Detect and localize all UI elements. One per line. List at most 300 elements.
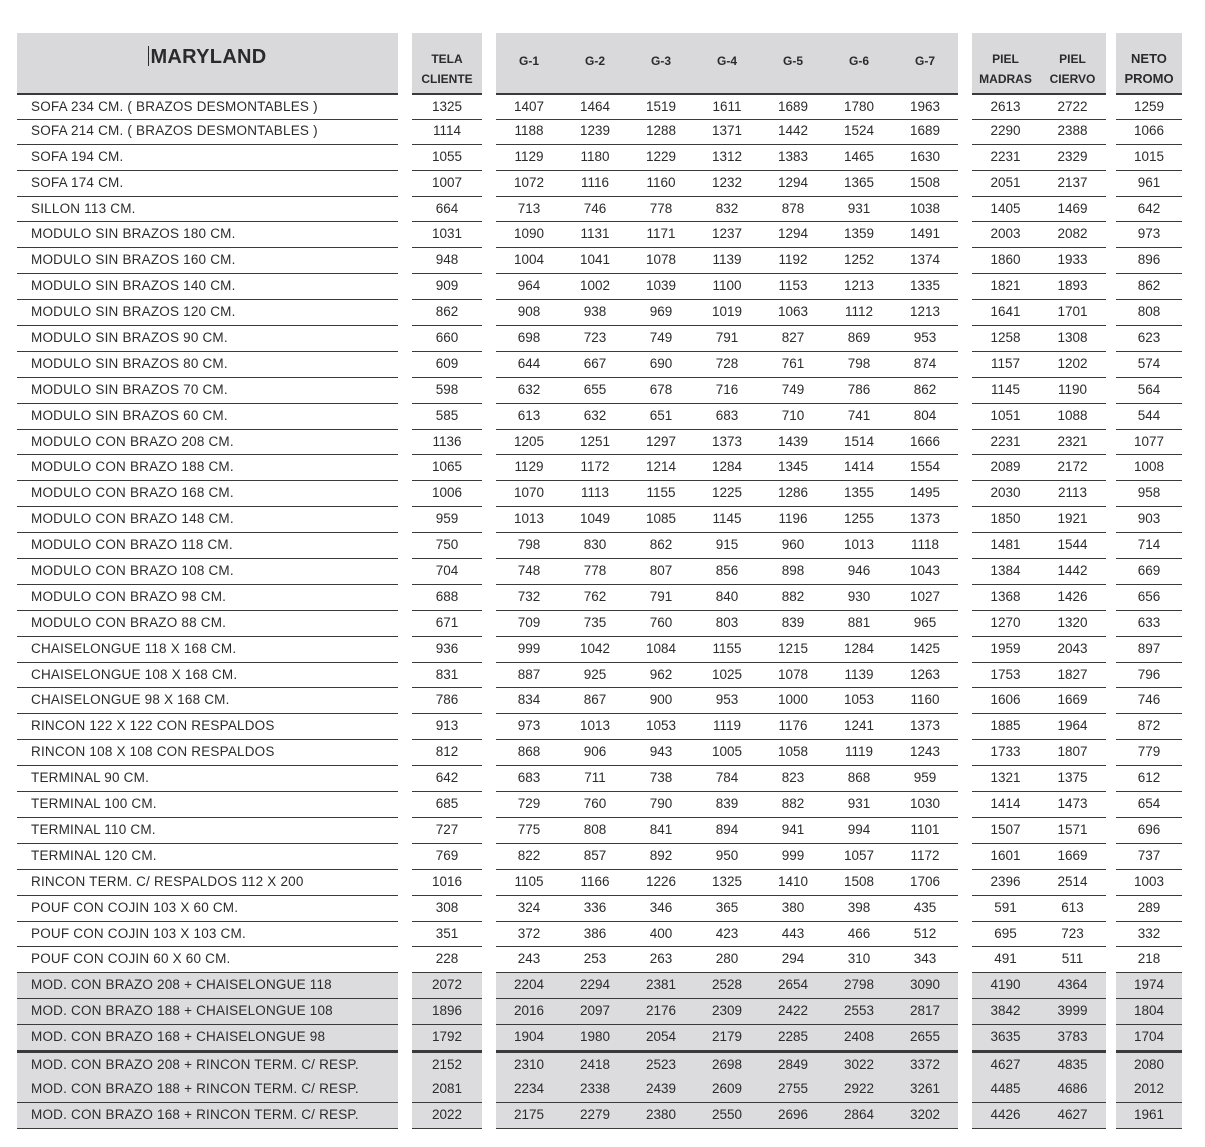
cell-g2: 2418 bbox=[579, 1056, 611, 1072]
cell-g4: 280 bbox=[715, 951, 739, 967]
cell-g4: 1284 bbox=[711, 459, 743, 475]
cell-piel-madras: 1321 bbox=[990, 770, 1021, 786]
cell-tela-cliente: 688 bbox=[412, 585, 482, 611]
row-name: CHAISELONGUE 108 X 168 CM. bbox=[17, 663, 398, 689]
table-row bbox=[17, 740, 1177, 766]
cell-grades bbox=[496, 352, 958, 378]
table-row bbox=[17, 145, 1177, 171]
cell-g4: 1100 bbox=[712, 278, 742, 294]
cell-g6: 398 bbox=[847, 899, 871, 915]
cell-grades bbox=[496, 481, 958, 507]
cell-g6: 1057 bbox=[843, 847, 875, 863]
cell-piel-ciervo: 1190 bbox=[1057, 381, 1088, 397]
cell-piel-madras: 491 bbox=[994, 951, 1017, 967]
table-row bbox=[17, 404, 1177, 430]
cell-neto-promo: 2080 bbox=[1116, 1051, 1182, 1078]
table-row bbox=[17, 248, 1177, 274]
cell-neto-promo: 1974 bbox=[1116, 973, 1182, 999]
cell-tela-cliente: 812 bbox=[412, 740, 482, 766]
cell-g7: 2655 bbox=[909, 1029, 941, 1045]
cell-neto-promo: 862 bbox=[1116, 274, 1182, 300]
cell-g2: 2279 bbox=[579, 1106, 611, 1122]
table-row bbox=[17, 688, 1177, 714]
cell-g6: 1284 bbox=[843, 640, 875, 656]
table-row bbox=[17, 326, 1177, 352]
cell-grades bbox=[496, 740, 958, 766]
cell-g7: 1038 bbox=[909, 200, 941, 216]
cell-piel-ciervo: 1426 bbox=[1057, 588, 1088, 604]
cell-g1: 999 bbox=[517, 640, 541, 656]
table-row bbox=[17, 1051, 1177, 1077]
cell-g1: 868 bbox=[517, 744, 541, 760]
cell-tela-cliente: 1114 bbox=[412, 119, 482, 145]
cell-g6: 1508 bbox=[843, 873, 875, 889]
cell-neto-promo: 961 bbox=[1116, 171, 1182, 197]
table-title: MARYLAND bbox=[150, 46, 267, 68]
cell-grades bbox=[496, 792, 958, 818]
cell-g1: 1072 bbox=[513, 174, 545, 190]
cell-g4: 840 bbox=[715, 588, 739, 604]
cell-g3: 1226 bbox=[645, 873, 677, 889]
cell-g6: 1365 bbox=[843, 174, 875, 190]
cell-g2: 1013 bbox=[579, 718, 611, 734]
cell-piel bbox=[972, 507, 1106, 533]
cell-g1: 324 bbox=[517, 899, 541, 915]
cell-g7: 959 bbox=[913, 770, 937, 786]
cell-neto-promo: 564 bbox=[1116, 378, 1182, 404]
cell-piel bbox=[972, 326, 1106, 352]
cell-g7: 1160 bbox=[910, 692, 940, 708]
cell-g6: 1524 bbox=[843, 122, 875, 138]
table-row bbox=[17, 844, 1177, 870]
cell-g3: 1039 bbox=[645, 278, 677, 294]
cell-g4: 1312 bbox=[711, 148, 743, 164]
row-name: SOFA 174 CM. bbox=[17, 171, 398, 197]
table-row bbox=[17, 352, 1177, 378]
cell-g2: 1116 bbox=[580, 174, 610, 190]
cell-grades bbox=[496, 922, 958, 948]
cell-g3: 2176 bbox=[645, 1003, 677, 1019]
cell-g7: 3202 bbox=[909, 1106, 941, 1122]
cell-grades bbox=[496, 171, 958, 197]
row-name: TERMINAL 90 CM. bbox=[17, 766, 398, 792]
cell-g3: 1288 bbox=[645, 122, 677, 138]
cell-g1: 973 bbox=[517, 718, 541, 734]
cell-piel-madras: 2613 bbox=[990, 99, 1021, 114]
cell-g5: 380 bbox=[781, 899, 805, 915]
cell-grades bbox=[496, 222, 958, 248]
cell-g6: 1139 bbox=[844, 666, 874, 682]
cell-g4: 1119 bbox=[712, 718, 742, 734]
table-row bbox=[17, 999, 1177, 1025]
cell-g6: 1414 bbox=[843, 459, 875, 475]
table-row bbox=[17, 637, 1177, 663]
cell-piel bbox=[972, 145, 1106, 171]
cell-g2: 778 bbox=[583, 563, 607, 579]
cell-g2: 1049 bbox=[579, 511, 611, 527]
cell-g3: 346 bbox=[649, 899, 673, 915]
cell-g7: 1373 bbox=[909, 718, 941, 734]
cell-g4: 2550 bbox=[711, 1106, 743, 1122]
cell-piel-ciervo: 1375 bbox=[1057, 770, 1088, 786]
cell-g4: 832 bbox=[715, 200, 739, 216]
cell-g5: 1078 bbox=[777, 666, 809, 682]
cell-g4: 2309 bbox=[711, 1003, 743, 1019]
cell-tela-cliente: 598 bbox=[412, 378, 482, 404]
cell-g6: 868 bbox=[847, 770, 871, 786]
cell-g6: 1013 bbox=[843, 537, 875, 553]
cell-g7: 1508 bbox=[909, 174, 941, 190]
cell-piel bbox=[972, 973, 1106, 999]
cell-g1: 632 bbox=[517, 381, 541, 397]
row-name: TERMINAL 110 CM. bbox=[17, 818, 398, 844]
cell-piel bbox=[972, 481, 1106, 507]
header-g3: G-3 bbox=[650, 54, 671, 68]
row-name: SILLON 113 CM. bbox=[17, 197, 398, 223]
cell-g4: 1373 bbox=[711, 433, 743, 449]
cell-piel-madras: 1733 bbox=[990, 744, 1021, 760]
cell-g2: 808 bbox=[583, 821, 607, 837]
cell-g5: 1196 bbox=[778, 511, 808, 527]
cell-piel-madras: 1051 bbox=[990, 407, 1021, 423]
table-row bbox=[17, 973, 1177, 999]
cell-g7: 1373 bbox=[909, 511, 941, 527]
cell-tela-cliente: 936 bbox=[412, 637, 482, 663]
cell-g1: 798 bbox=[517, 537, 541, 553]
header-g6: G-6 bbox=[848, 54, 869, 68]
row-name: MOD. CON BRAZO 168 + CHAISELONGUE 98 bbox=[17, 1025, 398, 1051]
cell-g1: 698 bbox=[517, 330, 541, 346]
cell-g2: 723 bbox=[583, 330, 607, 346]
cell-piel-ciervo: 2321 bbox=[1057, 433, 1088, 449]
cell-g3: 1084 bbox=[645, 640, 677, 656]
cell-g5: 443 bbox=[781, 925, 805, 941]
cell-g4: 1139 bbox=[712, 252, 742, 268]
cell-g4: 1237 bbox=[711, 226, 743, 242]
header-piel bbox=[972, 33, 1106, 93]
cell-g3: 962 bbox=[649, 666, 673, 682]
cell-g7: 1666 bbox=[909, 433, 941, 449]
row-name: POUF CON COJIN 60 X 60 CM. bbox=[17, 947, 398, 973]
cell-piel-ciervo: 511 bbox=[1061, 951, 1084, 967]
header-g5: G-5 bbox=[782, 54, 803, 68]
cell-tela-cliente: 1007 bbox=[412, 171, 482, 197]
cell-grades bbox=[496, 999, 958, 1025]
header-neto-promo bbox=[1116, 33, 1182, 93]
cell-g1: 1105 bbox=[514, 873, 544, 889]
cell-piel bbox=[972, 378, 1106, 404]
cell-g2: 2338 bbox=[579, 1080, 611, 1096]
cell-g2: 711 bbox=[584, 770, 606, 786]
cell-piel-ciervo: 1921 bbox=[1057, 511, 1088, 527]
table-row bbox=[17, 559, 1177, 585]
cell-piel bbox=[972, 455, 1106, 481]
cell-g5: 941 bbox=[781, 821, 805, 837]
cell-g2: 762 bbox=[583, 588, 607, 604]
cell-g6: 2922 bbox=[843, 1080, 875, 1096]
cell-piel-ciervo: 1469 bbox=[1057, 200, 1088, 216]
cell-grades bbox=[496, 844, 958, 870]
table-row bbox=[17, 533, 1177, 559]
cell-g4: 915 bbox=[715, 537, 739, 553]
cell-neto-promo: 1008 bbox=[1116, 455, 1182, 481]
cell-g3: 841 bbox=[649, 821, 673, 837]
cell-piel-madras: 2231 bbox=[990, 148, 1021, 164]
cell-tela-cliente: 1031 bbox=[412, 222, 482, 248]
cell-grades bbox=[496, 947, 958, 973]
cell-g2: 925 bbox=[583, 666, 607, 682]
cell-piel-ciervo: 2172 bbox=[1057, 459, 1088, 475]
cell-g2: 1002 bbox=[579, 278, 611, 294]
cell-tela-cliente: 585 bbox=[412, 404, 482, 430]
cell-g4: 1025 bbox=[711, 666, 743, 682]
table-row bbox=[17, 222, 1177, 248]
header-grades bbox=[496, 33, 958, 93]
table-row bbox=[17, 870, 1177, 896]
cell-piel-ciervo: 4835 bbox=[1057, 1056, 1088, 1072]
cell-g4: 1225 bbox=[711, 485, 743, 501]
cell-g7: 1030 bbox=[909, 796, 941, 812]
cell-g5: 2654 bbox=[777, 977, 809, 993]
row-name: POUF CON COJIN 103 X 103 CM. bbox=[17, 922, 398, 948]
cell-g3: 943 bbox=[649, 744, 673, 760]
cell-g5: 1192 bbox=[778, 252, 808, 268]
cell-neto-promo: 1961 bbox=[1116, 1103, 1182, 1129]
cell-g1: 1904 bbox=[513, 1029, 545, 1045]
cell-piel-ciervo: 2514 bbox=[1057, 873, 1088, 889]
cell-piel-ciervo: 2043 bbox=[1057, 640, 1088, 656]
cell-g1: 775 bbox=[517, 821, 541, 837]
cell-grades bbox=[496, 507, 958, 533]
cell-g3: 1171 bbox=[646, 226, 676, 242]
cell-tela-cliente: 1325 bbox=[412, 93, 482, 120]
cell-piel-ciervo: 2137 bbox=[1057, 174, 1088, 190]
table-row bbox=[17, 171, 1177, 197]
cell-neto-promo: 903 bbox=[1116, 507, 1182, 533]
row-name: MODULO SIN BRAZOS 180 CM. bbox=[17, 222, 398, 248]
header-g7: G-7 bbox=[914, 54, 935, 68]
cell-piel bbox=[972, 999, 1106, 1025]
cell-g1: 2310 bbox=[513, 1056, 545, 1072]
cell-g6: 798 bbox=[847, 355, 871, 371]
cell-g7: 1689 bbox=[909, 122, 941, 138]
cell-tela-cliente: 2022 bbox=[412, 1103, 482, 1129]
table-row bbox=[17, 197, 1177, 223]
cell-piel-madras: 1753 bbox=[990, 666, 1021, 682]
cell-piel bbox=[972, 611, 1106, 637]
cell-g5: 960 bbox=[781, 537, 805, 553]
header-tela-cliente bbox=[412, 33, 482, 93]
cell-g2: 667 bbox=[583, 355, 607, 371]
cell-tela-cliente: 1055 bbox=[412, 145, 482, 171]
cell-g7: 1374 bbox=[909, 252, 941, 268]
cell-piel-ciervo: 1571 bbox=[1057, 821, 1088, 837]
cell-grades bbox=[496, 688, 958, 714]
cell-piel bbox=[972, 430, 1106, 456]
cell-piel-madras: 2030 bbox=[990, 485, 1021, 501]
cell-g3: 790 bbox=[649, 796, 673, 812]
cell-g4: 2609 bbox=[711, 1080, 743, 1096]
cell-g1: 1013 bbox=[513, 511, 545, 527]
cell-piel-madras: 2003 bbox=[990, 226, 1021, 242]
cell-g5: 1153 bbox=[778, 278, 808, 294]
cell-g3: 678 bbox=[649, 381, 673, 397]
cell-piel bbox=[972, 740, 1106, 766]
cell-g7: 512 bbox=[913, 925, 937, 941]
cell-tela-cliente: 1006 bbox=[412, 481, 482, 507]
cell-tela-cliente: 1065 bbox=[412, 455, 482, 481]
cell-g4: 1155 bbox=[712, 640, 742, 656]
cell-grades bbox=[496, 973, 958, 999]
cell-piel-ciervo: 4686 bbox=[1057, 1080, 1088, 1096]
cell-g7: 3090 bbox=[909, 977, 941, 993]
cell-g4: 1019 bbox=[711, 304, 743, 320]
cell-g7: 343 bbox=[913, 951, 937, 967]
cell-g2: 2294 bbox=[579, 977, 611, 993]
cell-piel-ciervo: 1964 bbox=[1057, 718, 1088, 734]
cell-neto-promo: 633 bbox=[1116, 611, 1182, 637]
cell-grades bbox=[496, 1103, 958, 1129]
cell-g7: 1213 bbox=[909, 304, 941, 320]
cell-g6: 3022 bbox=[843, 1056, 875, 1072]
cell-g3: 690 bbox=[649, 355, 673, 371]
cell-g5: 827 bbox=[781, 330, 805, 346]
cell-grades bbox=[496, 145, 958, 171]
cell-piel-ciervo: 1473 bbox=[1057, 796, 1088, 812]
row-name: MODULO SIN BRAZOS 90 CM. bbox=[17, 326, 398, 352]
table-row bbox=[17, 119, 1177, 145]
cell-g6: 1241 bbox=[843, 718, 875, 734]
cell-tela-cliente: 308 bbox=[412, 896, 482, 922]
cell-g2: 1041 bbox=[579, 252, 611, 268]
cell-g7: 3372 bbox=[909, 1056, 941, 1072]
row-name: MODULO CON BRAZO 98 CM. bbox=[17, 585, 398, 611]
row-name: MOD. CON BRAZO 208 + CHAISELONGUE 118 bbox=[17, 973, 398, 999]
header-piel-ciervo: PIEL CIERVO bbox=[1049, 52, 1096, 86]
cell-g7: 804 bbox=[913, 407, 937, 423]
cell-piel-madras: 1641 bbox=[990, 304, 1021, 320]
cell-piel-madras: 1258 bbox=[990, 330, 1021, 346]
cell-piel-ciervo: 2388 bbox=[1057, 122, 1088, 138]
table-row bbox=[17, 455, 1177, 481]
cell-g3: 1085 bbox=[645, 511, 677, 527]
cell-g4: 856 bbox=[715, 563, 739, 579]
cell-piel-madras: 3842 bbox=[990, 1003, 1021, 1019]
cell-grades bbox=[496, 326, 958, 352]
cell-piel-madras: 1145 bbox=[990, 381, 1021, 397]
cell-tela-cliente: 769 bbox=[412, 844, 482, 870]
cell-grades bbox=[496, 637, 958, 663]
cell-g4: 365 bbox=[715, 899, 739, 915]
cell-tela-cliente: 750 bbox=[412, 533, 482, 559]
cell-grades bbox=[496, 766, 958, 792]
cell-g1: 2175 bbox=[513, 1106, 545, 1122]
cell-g2: 336 bbox=[583, 899, 607, 915]
cell-neto-promo: 779 bbox=[1116, 740, 1182, 766]
cell-g2: 1464 bbox=[579, 99, 611, 114]
cell-g6: 741 bbox=[847, 407, 871, 423]
cell-piel-madras: 4485 bbox=[990, 1080, 1021, 1096]
cell-g5: 1063 bbox=[777, 304, 809, 320]
table-row bbox=[17, 714, 1177, 740]
cell-g7: 1243 bbox=[909, 744, 941, 760]
cell-neto-promo: 332 bbox=[1116, 922, 1182, 948]
cell-g7: 1027 bbox=[909, 588, 941, 604]
cell-g1: 2016 bbox=[513, 1003, 545, 1019]
row-name: MODULO CON BRAZO 88 CM. bbox=[17, 611, 398, 637]
cell-piel-ciervo: 4364 bbox=[1057, 977, 1088, 993]
header-tela: TELA bbox=[431, 52, 463, 66]
cell-g3: 900 bbox=[649, 692, 673, 708]
cell-g3: 2054 bbox=[645, 1029, 677, 1045]
cell-piel bbox=[972, 197, 1106, 223]
cell-g5: 710 bbox=[781, 407, 805, 423]
cell-g1: 709 bbox=[517, 614, 541, 630]
cell-g5: 1294 bbox=[777, 174, 809, 190]
title-header-cell bbox=[17, 33, 398, 93]
cell-g5: 999 bbox=[781, 847, 805, 863]
cell-g1: 683 bbox=[517, 770, 541, 786]
cell-neto-promo: 696 bbox=[1116, 818, 1182, 844]
cell-g1: 613 bbox=[517, 407, 541, 423]
cell-g5: 1689 bbox=[777, 99, 809, 114]
cell-tela-cliente: 351 bbox=[412, 922, 482, 948]
cell-g6: 1112 bbox=[844, 304, 874, 320]
cell-g7: 435 bbox=[913, 899, 937, 915]
cell-g3: 1214 bbox=[645, 459, 677, 475]
cell-piel bbox=[972, 1077, 1106, 1103]
cell-g3: 1053 bbox=[645, 718, 677, 734]
cell-piel-madras: 1384 bbox=[990, 563, 1021, 579]
cell-g3: 2523 bbox=[645, 1056, 677, 1072]
cell-neto-promo: 796 bbox=[1116, 663, 1182, 689]
row-name: MODULO CON BRAZO 148 CM. bbox=[17, 507, 398, 533]
cell-g6: 881 bbox=[847, 614, 871, 630]
cell-g3: 892 bbox=[649, 847, 673, 863]
cell-g7: 1491 bbox=[909, 226, 941, 242]
cell-g7: 1043 bbox=[909, 563, 941, 579]
cell-tela-cliente: 609 bbox=[412, 352, 482, 378]
cell-neto-promo: 612 bbox=[1116, 766, 1182, 792]
cell-neto-promo: 1704 bbox=[1116, 1025, 1182, 1051]
cell-neto-promo: 656 bbox=[1116, 585, 1182, 611]
cell-g5: 882 bbox=[781, 588, 805, 604]
cell-tela-cliente: 664 bbox=[412, 197, 482, 223]
cell-piel-ciervo: 3783 bbox=[1057, 1029, 1088, 1045]
cell-g4: 791 bbox=[715, 330, 739, 346]
table-row bbox=[17, 792, 1177, 818]
cell-grades bbox=[496, 119, 958, 145]
cell-piel-madras: 2290 bbox=[990, 122, 1021, 138]
cell-neto-promo: 714 bbox=[1116, 533, 1182, 559]
cell-piel-madras: 4426 bbox=[990, 1106, 1021, 1122]
cell-g1: 644 bbox=[517, 355, 541, 371]
cell-g5: 2755 bbox=[777, 1080, 809, 1096]
cell-g5: 839 bbox=[781, 614, 805, 630]
cell-g2: 1239 bbox=[579, 122, 611, 138]
cell-tela-cliente: 2152 bbox=[412, 1051, 482, 1078]
cell-piel-madras: 1860 bbox=[990, 252, 1021, 268]
cell-g4: 784 bbox=[715, 770, 739, 786]
cell-grades bbox=[496, 455, 958, 481]
cell-g6: 1514 bbox=[843, 433, 875, 449]
cell-g3: 862 bbox=[649, 537, 673, 553]
cell-neto-promo: 1015 bbox=[1116, 145, 1182, 171]
cell-g4: 1325 bbox=[711, 873, 743, 889]
row-name: MODULO CON BRAZO 168 CM. bbox=[17, 481, 398, 507]
cell-neto-promo: 1077 bbox=[1116, 430, 1182, 456]
cell-g1: 713 bbox=[517, 200, 541, 216]
